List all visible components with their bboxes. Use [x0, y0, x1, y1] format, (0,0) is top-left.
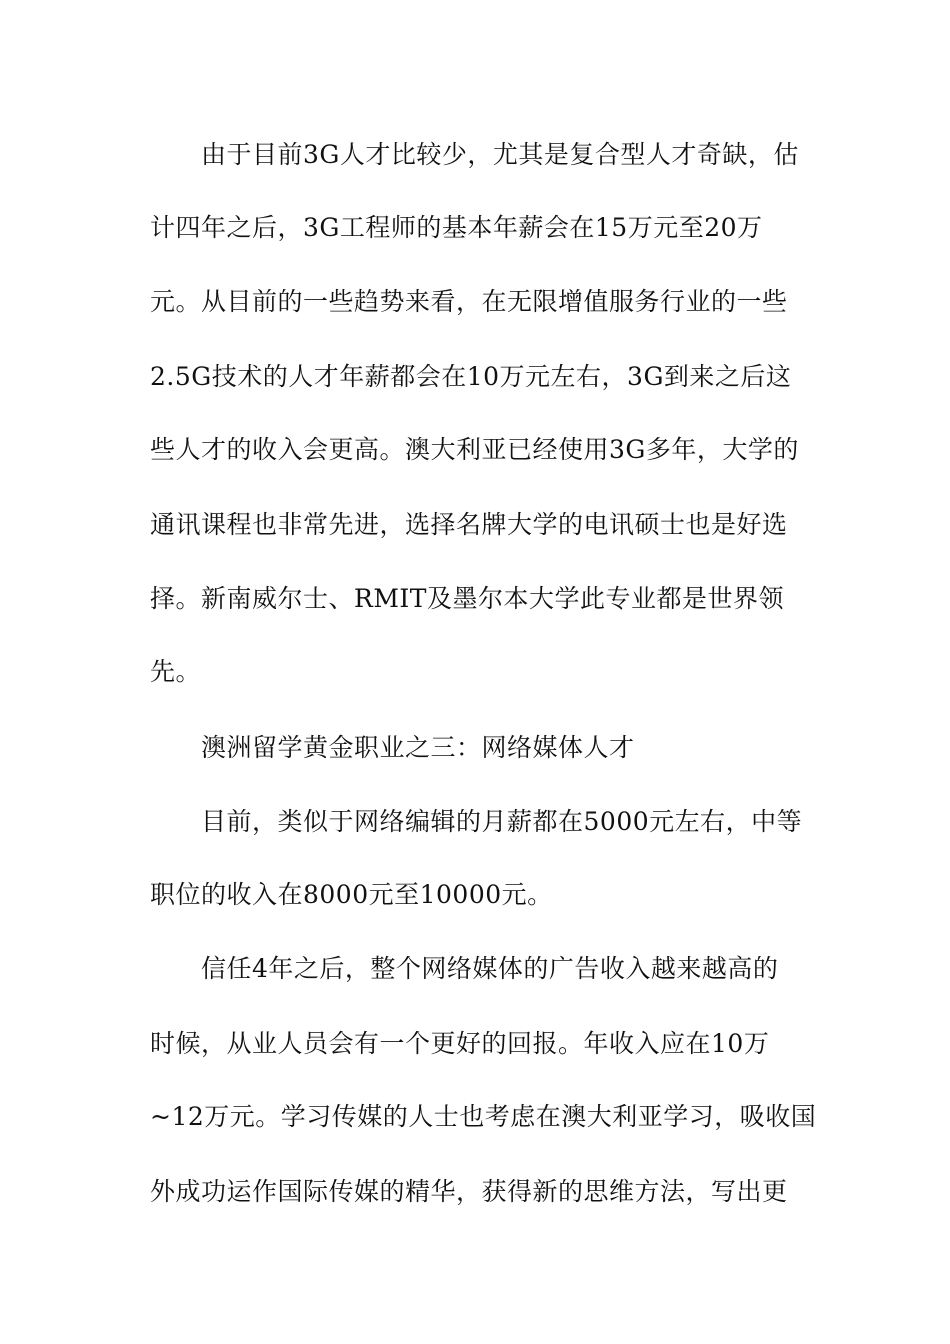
paragraph-line: 外成功运作国际传媒的精华，获得新的思维方法，写出更	[150, 1177, 788, 1206]
paragraph-line: 元。从目前的一些趋势来看，在无限增值服务行业的一些	[150, 287, 788, 316]
paragraph-line: 择。新南威尔士、RMIT及墨尔本大学此专业都是世界领	[150, 584, 784, 613]
paragraph-line: 目前，类似于网络编辑的月薪都在5000元左右，中等	[201, 807, 803, 836]
paragraph-line: 通讯课程也非常先进，选择名牌大学的电讯硕士也是好选	[150, 510, 788, 539]
paragraph-line: 职位的收入在8000元至10000元。	[150, 880, 553, 909]
paragraph-line: 时候，从业人员会有一个更好的回报。年收入应在10万	[150, 1029, 770, 1058]
paragraph-line: 信任4年之后，整个网络媒体的广告收入越来越高的	[201, 954, 779, 983]
paragraph-line: 2.5G技术的人才年薪都会在10万元左右，3G到来之后这	[150, 362, 792, 391]
paragraph-line: 由于目前3G人才比较少，尤其是复合型人才奇缺，估	[201, 140, 799, 169]
paragraph-line: 计四年之后，3G工程师的基本年薪会在15万元至20万	[150, 213, 763, 242]
paragraph-line: ~12万元。学习传媒的人士也考虑在澳大利亚学习，吸收国	[150, 1102, 817, 1131]
paragraph-line: 些人才的收入会更高。澳大利亚已经使用3G多年，大学的	[150, 435, 799, 464]
section-heading: 澳洲留学黄金职业之三：网络媒体人才	[201, 733, 635, 762]
paragraph-line: 先。	[150, 657, 202, 686]
